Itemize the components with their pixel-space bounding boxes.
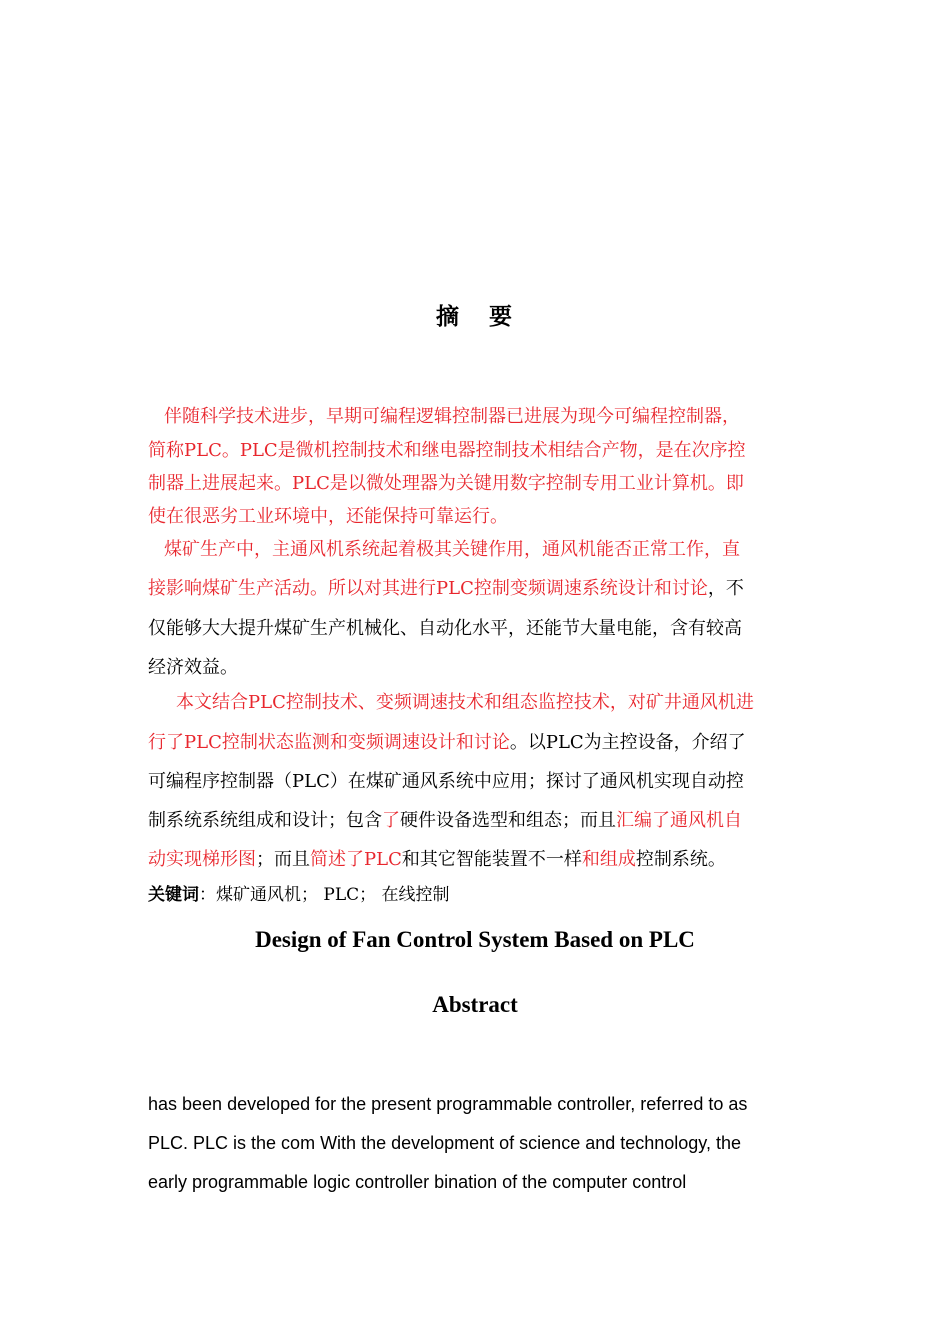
keywords [148, 880, 804, 905]
p1-line-1: 伴随科学技术进步，早期可编程逻辑控制器已进展为现今可编程控制器， [164, 406, 740, 427]
p3-line-3: 可编程序控制器（PLC）在煤矿通风系统中应用；探讨了通风机实现自动控 [148, 771, 744, 792]
p2-line-1: 煤矿生产中，主通风机系统起着极其关键作用，通风机能否正常工作，直 [164, 539, 740, 560]
keywords-label: 关键词 [148, 885, 199, 905]
paper-title-en: Design of Fan Control System Based on PLC [255, 927, 695, 952]
p3-line-5: 动实现梯形图；而且简述了PLC和其它智能装置不一样和组成控制系统。 [148, 849, 726, 870]
p1-line-4: 使在很恶劣工业环境中，还能保持可靠运行。 [148, 506, 508, 527]
p3-line-4: 制系统系统组成和设计；包含了硬件设备选型和组态；而且汇编了通风机自 [148, 810, 742, 831]
p2-line-3: 仅能够大大提升煤矿生产机械化、自动化水平，还能节大量电能，含有较高 [148, 618, 742, 639]
abstract-en-line-3: early programmable logic controller bination of the computer control [148, 1172, 687, 1192]
abstract-title-cn: 摘 要 [436, 303, 514, 330]
p1-line-3: 制器上进展起来。PLC是以微处理器为关键用数字控制专用工业计算机。即 [148, 473, 744, 494]
abstract-en-line-2: PLC. PLC is the com With the development of science and technology, the [148, 1133, 741, 1153]
p2-line-2: 接影响煤矿生产活动。所以对其进行PLC控制变频调速系统设计和讨论，不 [148, 578, 744, 599]
p3-line-2: 行了PLC控制状态监测和变频调速设计和讨论。以PLC为主控设备，介绍了 [148, 732, 746, 753]
p1-line-2: 简称PLC。PLC是微机控制技术和继电器控制技术相结合产物，是在次序控 [148, 440, 746, 461]
keywords-text: ：煤矿通风机； PLC； 在线控制 [199, 885, 450, 905]
abstract-en-line-1: has been developed for the present programmable controller, referred to as [148, 1094, 748, 1114]
abstract-heading-en: Abstract [432, 992, 518, 1017]
p3-line-1: 本文结合PLC控制技术、变频调速技术和组态监控技术，对矿井通风机进 [176, 692, 754, 713]
p2-line-4: 经济效益。 [148, 657, 238, 678]
